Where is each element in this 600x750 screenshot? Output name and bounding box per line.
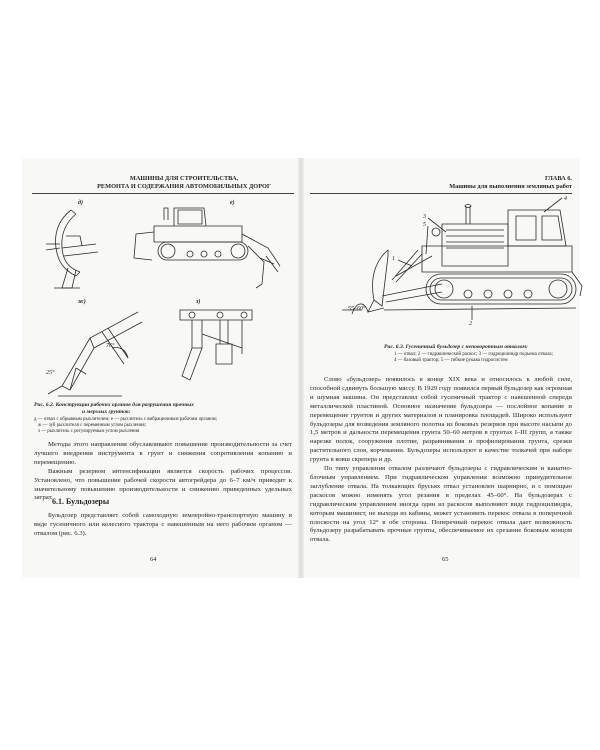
left-running-header (84, 175, 284, 191)
book-gutter (298, 158, 304, 578)
fig-6-2-legend (34, 417, 296, 435)
right-running-header (432, 175, 572, 191)
fig-6-2-legend-line: д — отвал с обрывным рыхлителем; е — рыхлитель с вибрационным рабочим органом; (34, 417, 218, 422)
angle-76: 76° (106, 343, 115, 349)
section-body-text (34, 512, 292, 539)
callout-4: 4 (564, 196, 567, 202)
right-header-rule (310, 193, 572, 194)
right-page-number: 65 (442, 556, 449, 563)
paragraph: Важным резервом интенсификации является скорость рабочих процессов. Установлено, что повышение рабочей скорости автогрейдера до 6–7 км/ч приводит к значительному повышению производительности и снижению приведенных удельных затрат. (34, 467, 292, 502)
fig-6-2-legend-line: ж — зуб рыхлителя с переменным углом рыхления; (38, 423, 146, 429)
fig-6-3-legend-line: 4 — базовый трактор; 5 — гибкие рукава гидросистем (394, 358, 508, 364)
paragraph: По типу управления отвалом различают бульдозеры с гидравлическим и канатно-блочным управлением. При гидравлическом управлении возможно принудительное заглубление отвала. На толкающих брусьях отвал установлен шарнирно, и с помощью раскосов можно изменять угол резания в пределах 45–60°. На бульдозерах с гидравлическим управлением иногда один из раскосов выполняют виде гидроцилиндра, которым машинист, не выходя из кабины, может установить перекос отвала в поперечной плоскости на угол 12° в обе стороны. Поперечный перекос отвала дает возможность бульдозеру разрабатывать прочные грунты, обеспечиваемое их срезание боковым концом отвала. (310, 465, 572, 544)
fig-6-2-caption-line2: и мерзлых грунтов: (82, 409, 131, 415)
paragraph: Бульдозер представляет собой самоходную землеройно-транспортную машину в виде гусеничного или колесного трактора с навешенным на него рабочим органом — отвалом (рис. 6.3). (34, 512, 292, 537)
section-title: 6.1. Бульдозеры (52, 497, 110, 506)
fig-6-3-legend (394, 352, 576, 364)
fig-6-2-legend-line: з — рыхлитель с регулируемым углом рыхления (38, 429, 140, 435)
paragraph: Слово «бульдозер» появилось в конце XIX века и относилось к любой силе, способной сдвинуть большую массу. В 1929 году появился первый бульдозер как огромная и шумная машина. Он представлял собой гусеничный трактор с навешенной спереди металлической пластиной. Основное назначение бульдозера — послойное копание и перемещение грунтов и других материалов и планировка площадей. Широко используют бульдозеры для возведения земляного полотна из боковых резервов при высоте насыпи до 1,5 метров и дальности перемещения грунта 50–60 метров в грунтах I–III групп, а также нарезке полок, сооружения плотин, разравнивания и профилирования грунта, срезки растительного слоя, корчевании. Бульдозеры используют в качестве толкачей при наборе грунта в ковш скрепера и др. (310, 376, 572, 464)
fig-label-e: е) (230, 200, 235, 206)
figure-zh-tooth-variable-angle (42, 308, 152, 400)
fig-label-z: з) (196, 299, 201, 305)
left-header-rule (32, 193, 294, 194)
figure-d-blade-ripper (36, 206, 106, 296)
right-header-subtitle: Машины для выполнения земляных работ (449, 183, 572, 190)
left-header-line1: МАШИНЫ ДЛЯ СТРОИТЕЛЬСТВА, (129, 175, 239, 182)
fig-label-d: д) (78, 200, 83, 206)
left-page-number: 64 (150, 556, 157, 563)
fig-6-3-legend-line: 1 — отвал; 2 — гидравлический раскос; 3 — гидроцилиндр подъема отвала; (394, 352, 553, 357)
paragraph: Методы этого направления обуславливают повышение производительности за счет лучшего внедрения инструмента в грунт и снижения сопротивления копанию и перемещению. (34, 441, 292, 466)
figure-e-vibro-ripper (134, 202, 284, 294)
fig-label-zh: ж) (78, 299, 86, 305)
angle-55-60: 55–60° (348, 306, 366, 312)
right-header-chapter: ГЛАВА 6. (545, 175, 572, 182)
book-spread (22, 158, 580, 578)
callout-1: 1 (392, 256, 395, 262)
fig-6-2-caption-line1: Рис. 6.2. Конструкции рабочих органов для разрушения прочных (34, 402, 194, 408)
fig-6-3-caption: Рис. 6.3. Гусеничный бульдозер с неповоротным отвалом: (384, 344, 528, 350)
callout-2: 2 (469, 321, 472, 327)
right-body-text (310, 376, 572, 545)
callout-3: 3 (423, 214, 426, 220)
callout-5: 5 (423, 222, 426, 228)
angle-25: 25° (46, 370, 55, 376)
left-header-line2: РЕМОНТА И СОДЕРЖАНИЯ АВТОМОБИЛЬНЫХ ДОРОГ (97, 183, 271, 190)
figure-z-adjustable-ripper (172, 304, 262, 386)
left-body-text (34, 441, 292, 503)
fig-6-2-caption (34, 402, 296, 416)
